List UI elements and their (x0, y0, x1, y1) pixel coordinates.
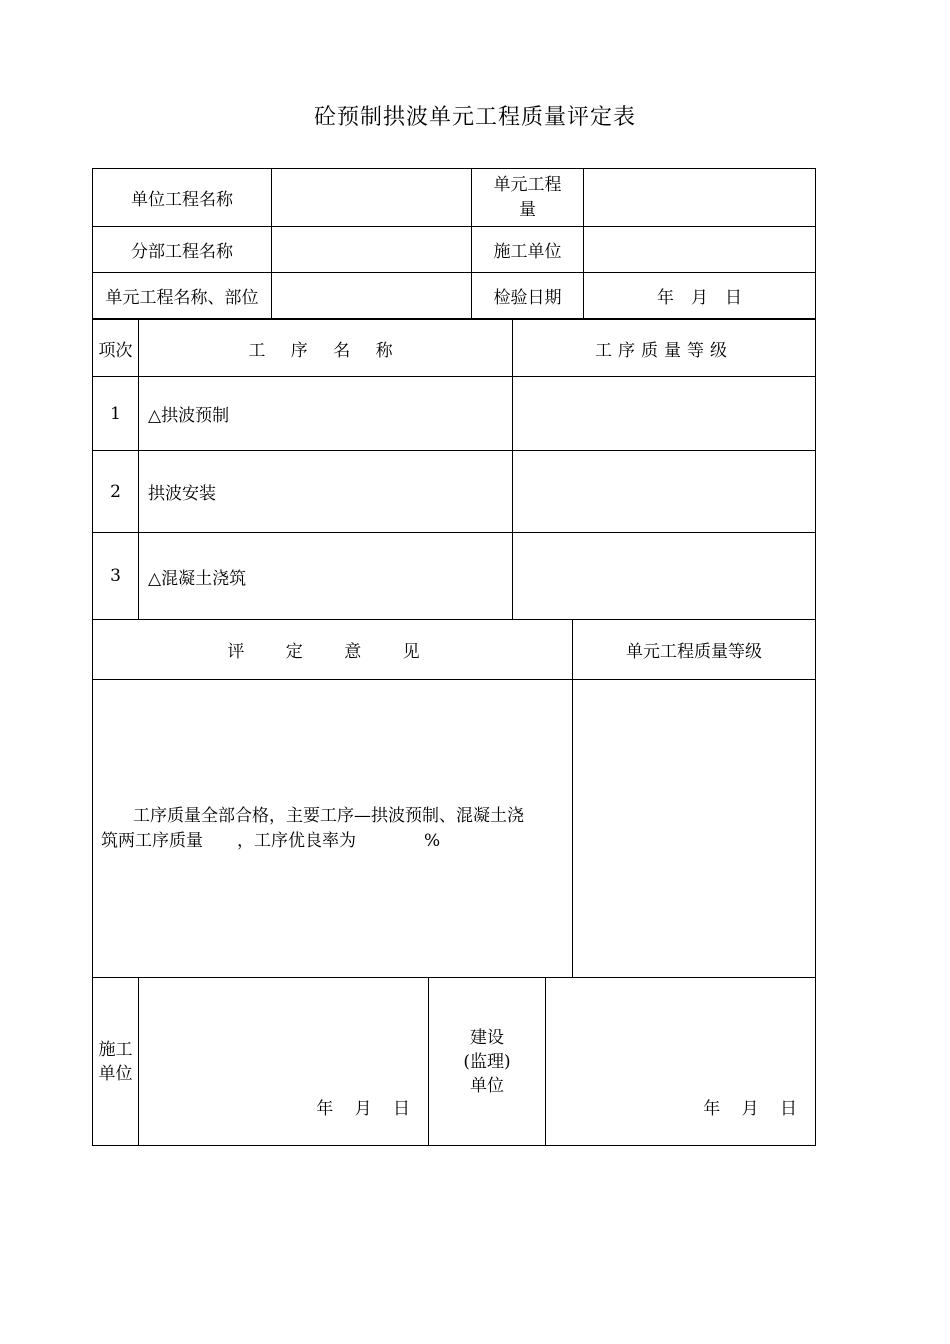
opinion-header: 评 定 意 见 (93, 620, 573, 680)
col-process-name-header: 工 序 名 称 (139, 320, 513, 377)
unit-quantity-label-line2: 量 (519, 199, 536, 220)
unit-quantity-label-line1: 单元工程 (493, 174, 562, 195)
supervisor-sign-label-line1: 建设 (470, 1027, 504, 1048)
unit-quality-grade-header: 单元工程质量等级 (573, 620, 816, 680)
unit-project-name-label: 单位工程名称 (93, 169, 272, 227)
row-process-name: △拱波预制 (139, 377, 513, 451)
contractor-sign-date: 年 月 日 (316, 1098, 418, 1119)
supervisor-sign-label-line2: (监理) (463, 1051, 511, 1072)
opinion-text-cell (93, 680, 573, 978)
signature-table (92, 977, 816, 1146)
col-quality-grade-header: 工序质量等级 (513, 320, 816, 377)
page-title: 砼预制拱波单元工程质量评定表 (313, 105, 636, 130)
supervisor-sign-label (429, 978, 546, 1146)
division-name-label: 分部工程名称 (93, 227, 272, 273)
row-process-name: △混凝土浇筑 (139, 533, 513, 620)
header-info-table (92, 168, 816, 319)
col-index-header: 项次 (93, 320, 139, 377)
contractor-sign-label-line1: 施工 (98, 1039, 133, 1060)
row-index: 3 (93, 533, 139, 620)
table-row (93, 533, 816, 620)
division-name-field[interactable] (272, 227, 472, 273)
opinion-text-line2: 筑两工序质量 ，工序优良率为 % (101, 830, 441, 851)
opinion-text-line1: 工序质量全部合格，主要工序—拱波预制、混凝土浇 (133, 805, 524, 826)
assessment-table (92, 619, 816, 978)
row-process-name: 拱波安装 (139, 451, 513, 533)
unit-name-location-label: 单元工程名称、部位 (93, 273, 272, 319)
process-table (92, 319, 816, 620)
inspection-date-field[interactable]: 年 月 日 (584, 273, 816, 319)
contractor-label: 施工单位 (472, 227, 584, 273)
contractor-sign-label (93, 978, 139, 1146)
supervisor-sign-label-line3: 单位 (470, 1075, 504, 1096)
unit-project-name-field[interactable] (272, 169, 472, 227)
row-quality-grade-field[interactable] (513, 451, 816, 533)
row-index: 2 (93, 451, 139, 533)
table-row (93, 451, 816, 533)
unit-quality-grade-field[interactable] (573, 680, 816, 978)
row-quality-grade-field[interactable] (513, 377, 816, 451)
contractor-sign-label-line2: 单位 (98, 1063, 133, 1084)
row-index: 1 (93, 377, 139, 451)
row-quality-grade-field[interactable] (513, 533, 816, 620)
unit-quantity-label (472, 169, 584, 227)
contractor-field[interactable] (584, 227, 816, 273)
unit-quantity-field[interactable] (584, 169, 816, 227)
inspection-date-label: 检验日期 (472, 273, 584, 319)
unit-name-location-field[interactable] (272, 273, 472, 319)
table-row (93, 377, 816, 451)
supervisor-sign-date: 年 月 日 (703, 1098, 805, 1119)
supervisor-signature-field[interactable] (546, 978, 816, 1146)
contractor-signature-field[interactable] (139, 978, 429, 1146)
